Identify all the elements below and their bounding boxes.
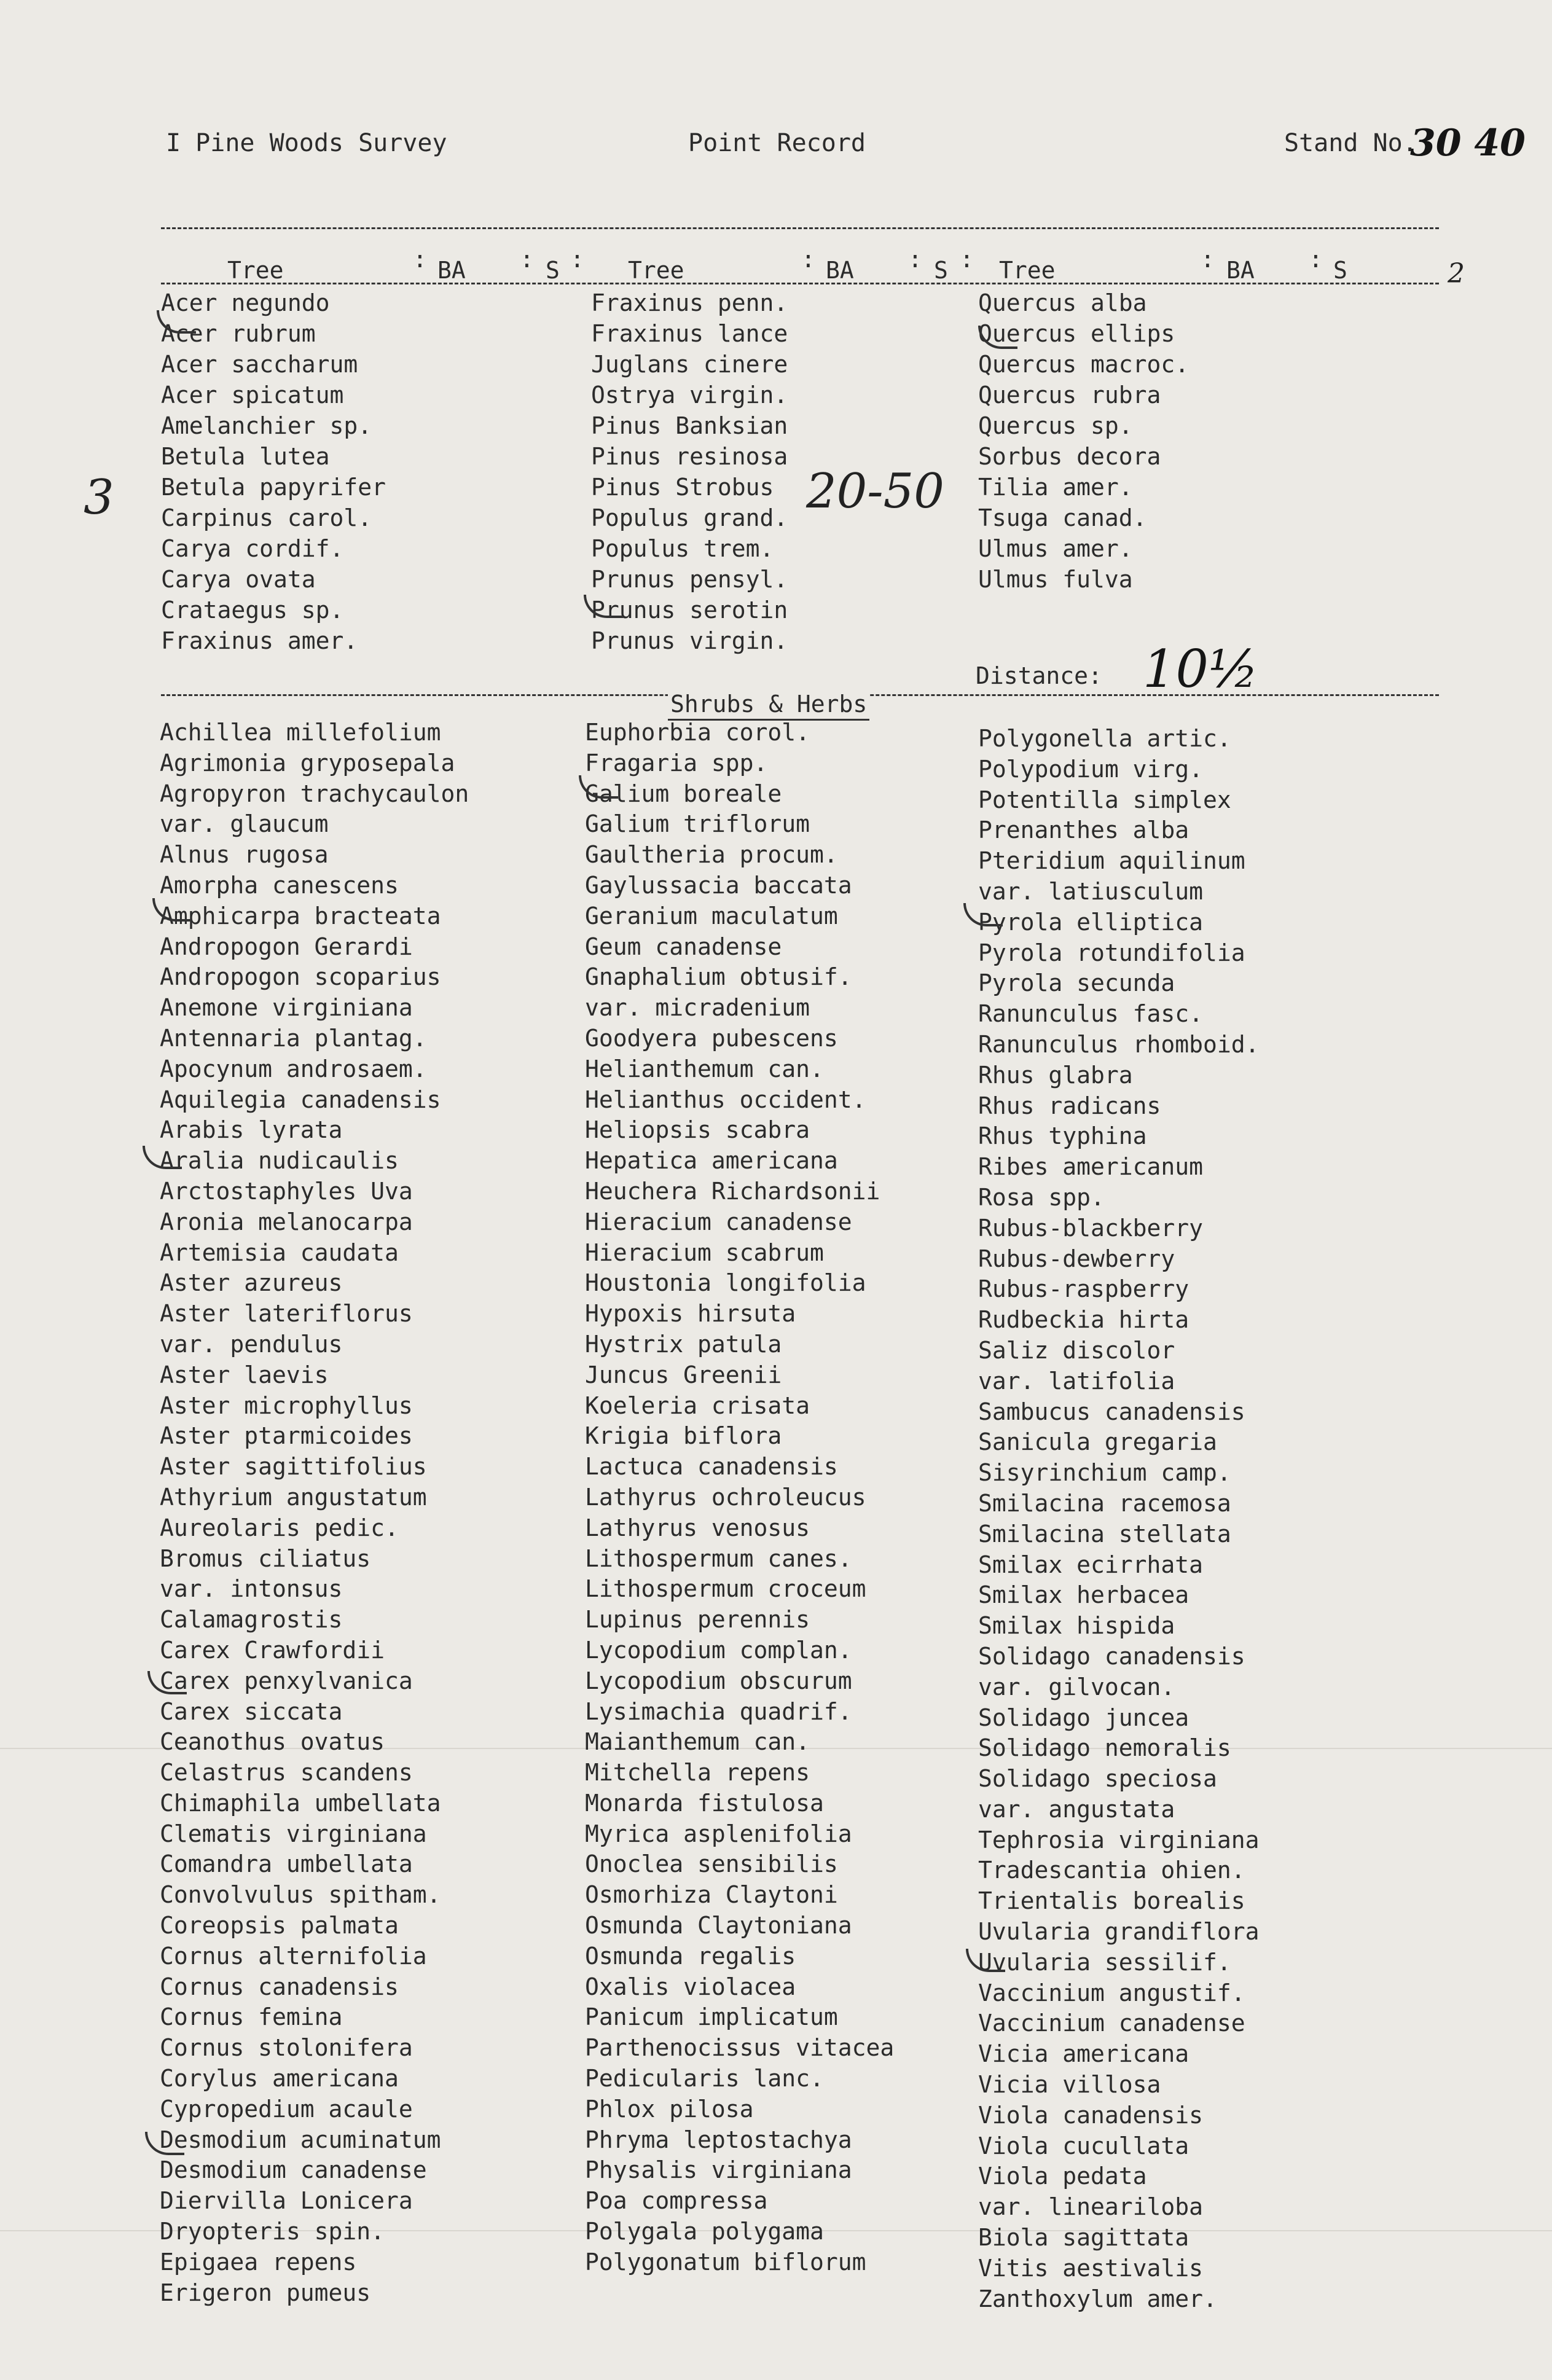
check-mark	[963, 903, 1003, 926]
list-item: Amphicarpa bracteata	[160, 902, 441, 930]
col-ba-2: BA	[826, 257, 854, 284]
list-item: Cornus alternifolia	[160, 1942, 427, 1970]
list-item: Smilacina stellata	[978, 1520, 1231, 1548]
list-item: Corylus americana	[160, 2065, 399, 2092]
list-item: Prunus virgin.	[591, 627, 788, 654]
list-item: Phryma leptostachya	[585, 2126, 852, 2153]
list-item: Aralia nudicaulis	[160, 1147, 399, 1175]
list-item: Vicia americana	[978, 2040, 1189, 2068]
list-item: Lycopodium complan.	[585, 1636, 852, 1664]
list-item: Viola canadensis	[978, 2101, 1204, 2129]
list-item: Achillea millefolium	[160, 719, 441, 746]
list-item: Tilia amer.	[978, 474, 1133, 501]
list-item: Onoclea sensibilis	[585, 1850, 838, 1878]
list-item: Geranium maculatum	[585, 902, 838, 930]
list-item: Aster sagittifolius	[160, 1453, 427, 1481]
list-item: Goodyera pubescens	[585, 1024, 838, 1052]
list-item: Betula lutea	[161, 443, 330, 470]
col-sep: :	[1309, 246, 1323, 273]
list-item: Trientalis borealis	[978, 1887, 1245, 1915]
list-item: Hieracium canadense	[585, 1208, 852, 1235]
list-item: Betula papyrifer	[161, 474, 386, 501]
col-s-1: S	[546, 257, 560, 284]
list-item: var. lineariloba	[978, 2193, 1204, 2221]
list-item: Vitis aestivalis	[978, 2254, 1204, 2282]
list-item: Sambucus canadensis	[978, 1398, 1245, 1425]
divider-top	[161, 227, 1439, 229]
col-sep: :	[960, 246, 974, 273]
list-item: Artemisia caudata	[160, 1239, 399, 1266]
list-item: Acer negundo	[161, 289, 330, 316]
list-item: Heuchera Richardsonii	[585, 1177, 880, 1205]
col-tree-2: Tree	[628, 257, 684, 284]
col-s-3: S	[1333, 257, 1347, 284]
list-item: Rosa spp.	[978, 1183, 1105, 1211]
list-item: Hystrix patula	[585, 1330, 782, 1358]
col-sep: :	[413, 246, 427, 273]
list-item: Myrica asplenifolia	[585, 1820, 852, 1847]
list-item: Smilax hispida	[978, 1612, 1175, 1640]
list-item: var. latiusculum	[978, 877, 1204, 905]
herb-list-col1	[160, 718, 469, 2308]
herb-list-col3	[978, 724, 1260, 2314]
list-item: Mitchella repens	[585, 1759, 810, 1787]
col-ba-3: BA	[1226, 257, 1255, 284]
list-item: Aster azureus	[160, 1269, 343, 1297]
col-sep: :	[908, 246, 922, 273]
list-item: Sanicula gregaria	[978, 1428, 1217, 1456]
list-item: Gaultheria procum.	[585, 841, 838, 869]
list-item: Carya cordif.	[161, 535, 344, 562]
list-item: Lathyrus ochroleucus	[585, 1483, 866, 1511]
list-item: Quercus ellips	[978, 320, 1175, 347]
list-item: Aster lateriflorus	[160, 1300, 413, 1328]
list-item: Aronia melanocarpa	[160, 1208, 413, 1235]
list-item: Juncus Greenii	[585, 1361, 782, 1388]
list-item: Acer rubrum	[161, 320, 316, 347]
list-item: Rubus-blackberry	[978, 1214, 1204, 1242]
list-item: Carpinus carol.	[161, 504, 372, 531]
list-item: Lactuca canadensis	[585, 1453, 838, 1481]
list-item: Agrimonia gryposepala	[160, 749, 455, 777]
record-type: Point Record	[688, 129, 866, 157]
list-item: Tsuga canad.	[978, 504, 1147, 531]
list-item: Galium boreale	[585, 780, 782, 807]
list-item: Ulmus amer.	[978, 535, 1133, 562]
list-item: Anemone virginiana	[160, 994, 413, 1022]
list-item: Populus grand.	[591, 504, 788, 531]
list-item: Gnaphalium obtusif.	[585, 963, 852, 991]
list-item: Cornus stolonifera	[160, 2034, 413, 2062]
check-mark	[147, 1671, 187, 1694]
list-item: Hepatica americana	[585, 1147, 838, 1175]
list-item: Rhus radicans	[978, 1092, 1161, 1119]
list-item: Krigia biflora	[585, 1422, 782, 1450]
list-item: Carex Crawfordii	[160, 1636, 385, 1664]
herb-list-col2	[585, 718, 894, 2278]
list-item: Fraxinus amer.	[161, 627, 358, 654]
check-mark	[145, 2132, 184, 2155]
list-item: Rhus typhina	[978, 1122, 1147, 1150]
list-item: Bromus ciliatus	[160, 1544, 371, 1572]
list-item: Desmodium acuminatum	[160, 2126, 441, 2153]
list-item: Arctostaphyles Uva	[160, 1177, 413, 1205]
list-item: Acer spicatum	[161, 382, 344, 409]
list-item: var. gilvocan.	[978, 1673, 1175, 1701]
list-item: Dryopteris spin.	[160, 2218, 385, 2245]
list-item: Diervilla Lonicera	[160, 2187, 413, 2215]
col-tree-3: Tree	[999, 257, 1056, 284]
list-item: Erigeron pumeus	[160, 2279, 371, 2306]
list-item: Cypropedium acaule	[160, 2095, 413, 2123]
list-item: Heliopsis scabra	[585, 1116, 810, 1144]
list-item: Cornus femina	[160, 2003, 343, 2031]
list-item: Lithospermum canes.	[585, 1544, 852, 1572]
list-item: Convolvulus spitham.	[160, 1881, 441, 1909]
list-item: Vaccinium canadense	[978, 2010, 1245, 2037]
list-item: Quercus macroc.	[978, 351, 1189, 378]
list-item: Pyrola rotundifolia	[978, 939, 1245, 966]
list-item: Euphorbia corol.	[585, 719, 810, 746]
list-item: Ranunculus rhomboid.	[978, 1030, 1260, 1058]
list-item: var. latifolia	[978, 1367, 1175, 1395]
list-item: Solidago juncea	[978, 1704, 1189, 1731]
distance-label: Distance:	[976, 662, 1102, 689]
handwritten-corner-mark: 2	[1448, 258, 1465, 289]
stand-number: 30 40	[1410, 122, 1526, 165]
list-item: Rubus-raspberry	[978, 1275, 1189, 1303]
list-item: Comandra umbellata	[160, 1850, 413, 1878]
list-item: Ostrya virgin.	[591, 382, 788, 409]
list-item: Hypoxis hirsuta	[585, 1300, 796, 1328]
list-item: Andropogon scoparius	[160, 963, 441, 991]
list-item: Crataegus sp.	[161, 597, 344, 624]
list-item: Agropyron trachycaulon	[160, 780, 469, 807]
col-tree-1: Tree	[227, 257, 284, 284]
col-s-2: S	[934, 257, 948, 284]
form-header	[0, 129, 1552, 166]
col-sep: :	[570, 246, 584, 273]
list-item: Houstonia longifolia	[585, 1269, 866, 1297]
list-item: Chimaphila umbellata	[160, 1789, 441, 1817]
list-item: Smilax herbacea	[978, 1581, 1189, 1609]
list-item: Aster laevis	[160, 1361, 329, 1388]
list-item: Saliz discolor	[978, 1336, 1175, 1364]
list-item: Smilax ecirrhata	[978, 1551, 1204, 1578]
list-item: Amelanchier sp.	[161, 412, 372, 439]
list-item: Lysimachia quadrif.	[585, 1697, 852, 1725]
list-item: Prunus serotin	[591, 597, 788, 624]
check-mark	[966, 1949, 1005, 1972]
col-ba-1: BA	[437, 257, 466, 284]
list-item: Maianthemum can.	[585, 1728, 810, 1756]
list-item: Smilacina racemosa	[978, 1489, 1231, 1517]
list-item: Fraxinus lance	[591, 320, 788, 347]
list-item: Pedicularis lanc.	[585, 2065, 824, 2092]
list-item: Viola pedata	[978, 2163, 1147, 2190]
list-item: var. angustata	[978, 1795, 1175, 1823]
list-item: Osmorhiza Claytoni	[585, 1881, 838, 1909]
list-item: Lithospermum croceum	[585, 1575, 866, 1603]
list-item: Fraxinus penn.	[591, 289, 788, 316]
list-item: Solidago nemoralis	[978, 1734, 1231, 1762]
section-title: Shrubs & Herbs	[668, 691, 869, 721]
list-item: Pyrola secunda	[978, 969, 1175, 997]
list-item: Desmodium canadense	[160, 2156, 427, 2184]
list-item: Solidago speciosa	[978, 1765, 1217, 1793]
list-item: Athyrium angustatum	[160, 1483, 427, 1511]
list-item: Ranunculus fasc.	[978, 1000, 1204, 1028]
tree-list-col1	[161, 288, 386, 656]
list-item: Poa compressa	[585, 2187, 768, 2215]
handwritten-pinus-value: 20-50	[806, 464, 944, 519]
list-item: Pyrola elliptica	[978, 908, 1204, 936]
list-item: Epigaea repens	[160, 2248, 357, 2276]
list-item: var. glaucum	[160, 810, 329, 838]
list-item: Prunus pensyl.	[591, 566, 788, 593]
col-sep: :	[520, 246, 534, 273]
list-item: Tradescantia ohien.	[978, 1857, 1245, 1884]
list-item: Zanthoxylum amer.	[978, 2285, 1217, 2312]
list-item: Galium triflorum	[585, 810, 810, 838]
list-item: Pteridium aquilinum	[978, 847, 1245, 875]
list-item: Rhus glabra	[978, 1061, 1133, 1089]
handwritten-count: 3	[84, 470, 114, 525]
list-item: Arabis lyrata	[160, 1116, 343, 1144]
list-item: Phlox pilosa	[585, 2095, 754, 2123]
list-item: Carex penxylvanica	[160, 1667, 413, 1694]
survey-title: I Pine Woods Survey	[166, 129, 447, 157]
stand-label: Stand No.	[1284, 129, 1417, 157]
list-item: Rubus-dewberry	[978, 1245, 1175, 1272]
list-item: Physalis virginiana	[585, 2156, 852, 2184]
list-item: Uvularia grandiflora	[978, 1918, 1260, 1946]
col-sep: :	[1201, 246, 1215, 273]
list-item: Pinus Banksian	[591, 412, 788, 439]
list-item: Clematis virginiana	[160, 1820, 427, 1847]
list-item: Sisyrinchium camp.	[978, 1459, 1231, 1487]
check-mark	[584, 595, 623, 618]
list-item: Polypodium virg.	[978, 755, 1204, 783]
list-item: Polygonatum biflorum	[585, 2248, 866, 2276]
list-item: var. micradenium	[585, 994, 810, 1022]
list-item: Ribes americanum	[978, 1153, 1204, 1181]
list-item: Aster ptarmicoides	[160, 1422, 413, 1450]
list-item: Ceanothus ovatus	[160, 1728, 385, 1756]
list-item: Aster microphyllus	[160, 1392, 413, 1419]
list-item: Aureolaris pedic.	[160, 1514, 399, 1541]
list-item: Lathyrus venosus	[585, 1514, 810, 1541]
list-item: Koeleria crisata	[585, 1392, 810, 1419]
list-item: Viola cucullata	[978, 2132, 1189, 2159]
list-item: Juglans cinere	[591, 351, 788, 378]
list-item: Calamagrostis	[160, 1606, 343, 1634]
list-item: Quercus rubra	[978, 382, 1161, 409]
list-item: Vaccinium angustif.	[978, 1979, 1245, 2006]
list-item: Pinus Strobus	[591, 474, 774, 501]
list-item: Prenanthes alba	[978, 816, 1189, 844]
list-item: Solidago canadensis	[978, 1642, 1245, 1670]
list-item: Polygala polygama	[585, 2218, 824, 2245]
list-item: Helianthemum can.	[585, 1055, 824, 1082]
list-item: Polygonella artic.	[978, 725, 1231, 752]
list-item: Sorbus decora	[978, 443, 1161, 470]
list-item: Monarda fistulosa	[585, 1789, 824, 1817]
col-sep: :	[801, 246, 815, 273]
list-item: Acer saccharum	[161, 351, 358, 378]
list-item: Ulmus fulva	[978, 566, 1133, 593]
list-item: Osmunda Claytoniana	[585, 1912, 852, 1940]
list-item: Andropogon Gerardi	[160, 933, 413, 960]
list-item: Pinus resinosa	[591, 443, 788, 470]
list-item: Oxalis violacea	[585, 1973, 796, 2000]
list-item: var. intonsus	[160, 1575, 343, 1603]
list-item: Gaylussacia baccata	[585, 871, 852, 899]
list-item: Carya ovata	[161, 566, 316, 593]
list-item: Antennaria plantag.	[160, 1024, 427, 1052]
list-item: Uvularia sessilif.	[978, 1948, 1231, 1976]
list-item: Fragaria spp.	[585, 749, 768, 777]
list-item: var. pendulus	[160, 1330, 343, 1358]
list-item: Panicum implicatum	[585, 2003, 838, 2031]
list-item: Amorpha canescens	[160, 871, 399, 899]
list-item: Hieracium scabrum	[585, 1239, 824, 1266]
list-item: Rudbeckia hirta	[978, 1306, 1189, 1334]
list-item: Potentilla simplex	[978, 786, 1231, 813]
list-item: Vicia villosa	[978, 2071, 1161, 2099]
list-item: Geum canadense	[585, 933, 782, 960]
list-item: Celastrus scandens	[160, 1759, 413, 1787]
list-item: Biola sagittata	[978, 2224, 1189, 2252]
list-item: Coreopsis palmata	[160, 1912, 399, 1940]
list-item: Cornus canadensis	[160, 1973, 399, 2000]
list-item: Helianthus occident.	[585, 1086, 866, 1113]
list-item: Alnus rugosa	[160, 841, 329, 869]
list-item: Quercus alba	[978, 289, 1147, 316]
distance-value: 10½	[1143, 639, 1259, 699]
list-item: Lycopodium obscurum	[585, 1667, 852, 1694]
list-item: Osmunda regalis	[585, 1942, 796, 1970]
list-item: Parthenocissus vitacea	[585, 2034, 895, 2062]
list-item: Lupinus perennis	[585, 1606, 810, 1634]
check-mark	[143, 1146, 182, 1169]
list-item: Quercus sp.	[978, 412, 1133, 439]
list-item: Apocynum androsaem.	[160, 1055, 427, 1082]
check-mark	[152, 898, 192, 922]
list-item: Carex siccata	[160, 1697, 343, 1725]
list-item: Populus trem.	[591, 535, 774, 562]
list-item: Aquilegia canadensis	[160, 1086, 441, 1113]
list-item: Tephrosia virginiana	[978, 1826, 1260, 1854]
